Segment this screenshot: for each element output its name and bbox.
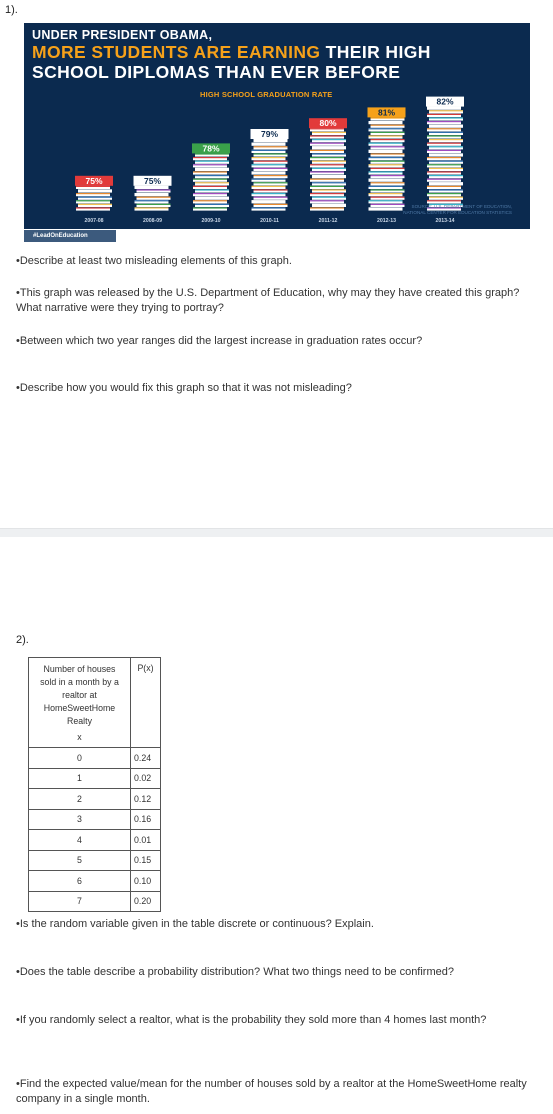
cell-x: 6 <box>29 871 131 892</box>
bar-2011-12 <box>309 118 347 224</box>
bar-value-label: 78% <box>202 143 220 154</box>
cell-px: 0.16 <box>131 809 161 830</box>
question-1-number: 1). <box>5 4 18 16</box>
header-x-line: HomeSweetHome <box>43 703 116 713</box>
bar-2012-13 <box>368 107 406 224</box>
headline-line-2-rest: THEIR HIGH <box>325 42 431 62</box>
header-x <box>29 658 131 748</box>
q2-question-1: •Is the random variable given in the table discrete or continuous? Explain. <box>16 918 374 930</box>
header-x-line: sold in a month by a <box>40 677 119 687</box>
bar-value-label: 81% <box>377 107 396 118</box>
headline-line-3: SCHOOL DIPLOMAS THAN EVER BEFORE <box>32 62 401 82</box>
x-tick-label: 2008-09 <box>142 218 163 224</box>
section-divider <box>0 528 553 537</box>
x-tick-label: 2013-14 <box>435 218 455 224</box>
chart-subtitle: HIGH SCHOOL GRADUATION RATE <box>200 90 333 99</box>
x-tick-label: 2012-13 <box>376 218 397 224</box>
bar-value-label: 82% <box>436 96 454 107</box>
bar-2007-08 <box>75 176 113 224</box>
x-tick-label: 2007-08 <box>84 218 104 224</box>
bar-value-label: 75% <box>85 175 103 186</box>
cell-px: 0.02 <box>131 768 161 789</box>
table-row <box>29 768 161 789</box>
header-x-variable: x <box>77 732 82 742</box>
x-tick-label: 2009-10 <box>201 218 221 224</box>
book-stack-chart <box>24 23 530 229</box>
bar-value-label: 75% <box>143 175 162 186</box>
cell-px: 0.12 <box>131 789 161 810</box>
headline-highlight: MORE STUDENTS ARE EARNING <box>32 42 321 62</box>
cell-px: 0.20 <box>131 891 161 912</box>
table-row <box>29 748 161 769</box>
probability-table <box>28 657 161 912</box>
cell-px: 0.01 <box>131 830 161 851</box>
headline-line-1: UNDER PRESIDENT OBAMA, <box>32 28 213 42</box>
table-row <box>29 809 161 830</box>
header-x-line: Number of houses <box>43 664 116 674</box>
graduation-infographic <box>24 23 530 247</box>
table-row <box>29 891 161 912</box>
source-line-2: NATIONAL CENTER FOR EDUCATION STATISTICS <box>403 210 512 215</box>
q2-question-3: •If you randomly select a realtor, what is the probability they sold more than 4 homes last month? <box>16 1014 487 1026</box>
q1-question-1: •Describe at least two misleading elements of this graph. <box>16 255 292 267</box>
q2-question-2: •Does the table describe a probability distribution? What two things need to be confirmed? <box>16 966 454 978</box>
bar-value-label: 79% <box>260 129 279 139</box>
cell-x: 2 <box>29 789 131 810</box>
cell-px: 0.15 <box>131 850 161 871</box>
cell-x: 7 <box>29 891 131 912</box>
table-header-row <box>29 658 161 748</box>
bar-2010-11 <box>251 129 289 224</box>
cell-px: 0.10 <box>131 871 161 892</box>
q1-question-2: •This graph was released by the U.S. Department of Education, why may they have created this graph? What narrative were they trying to portray? <box>16 287 520 314</box>
cell-x: 5 <box>29 850 131 871</box>
table-row <box>29 789 161 810</box>
source-line-1: SOURCE: U.S. DEPARTMENT OF EDUCATION, <box>411 204 512 209</box>
q1-question-4: •Describe how you would fix this graph so that it was not misleading? <box>16 382 352 394</box>
table-row <box>29 830 161 851</box>
cell-x: 1 <box>29 768 131 789</box>
table-row <box>29 850 161 871</box>
cell-x: 4 <box>29 830 131 851</box>
header-px: P(x) <box>131 658 161 748</box>
cell-px: 0.24 <box>131 748 161 769</box>
header-x-line: Realty <box>67 716 92 726</box>
bar-2009-10 <box>192 143 230 224</box>
q2-question-4: •Find the expected value/mean for the number of houses sold by a realtor at the HomeSweetHome realty company in a single month. <box>16 1078 527 1105</box>
source-note <box>403 204 512 216</box>
question-2-number: 2). <box>16 634 29 646</box>
bar-value-label: 80% <box>319 118 337 129</box>
x-tick-label: 2010-11 <box>260 218 279 224</box>
hashtag-label: #LeadOnEducation <box>24 230 116 242</box>
table-row <box>29 871 161 892</box>
q1-question-3: •Between which two year ranges did the largest increase in graduation rates occur? <box>16 335 423 347</box>
cell-x: 3 <box>29 809 131 830</box>
x-tick-label: 2011-12 <box>318 218 338 224</box>
header-x-line: realtor at <box>62 690 97 700</box>
cell-x: 0 <box>29 748 131 769</box>
bar-2008-09 <box>134 176 172 224</box>
